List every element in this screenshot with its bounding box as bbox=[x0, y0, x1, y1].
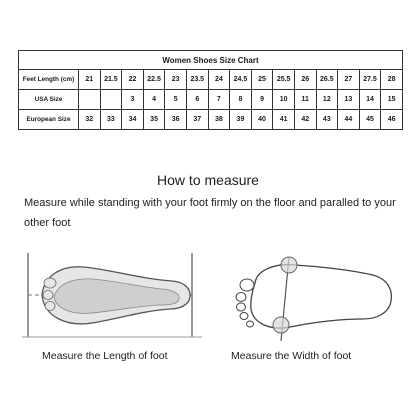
table-cell: 46 bbox=[381, 110, 403, 130]
table-cell: 5 bbox=[165, 90, 187, 110]
table-cell: 27.5 bbox=[359, 70, 381, 90]
table-cell: 35 bbox=[143, 110, 165, 130]
table-cell: 34 bbox=[122, 110, 144, 130]
foot-length-illustration bbox=[22, 245, 212, 345]
table-title-row bbox=[19, 51, 403, 70]
table-cell: 13 bbox=[338, 90, 360, 110]
table-row bbox=[19, 110, 403, 130]
how-to-measure-heading: How to measure bbox=[157, 172, 259, 188]
table-cell: 15 bbox=[381, 90, 403, 110]
table-cell: 41 bbox=[273, 110, 295, 130]
table-cell: 7 bbox=[208, 90, 230, 110]
table-cell: 24.5 bbox=[230, 70, 252, 90]
size-chart bbox=[18, 50, 402, 130]
table-cell: 33 bbox=[100, 110, 122, 130]
table-cell: 32 bbox=[79, 110, 101, 130]
table-row bbox=[19, 90, 403, 110]
table-cell: 23.5 bbox=[186, 70, 208, 90]
foot-width-illustration bbox=[225, 245, 397, 345]
table-cell: 14 bbox=[359, 90, 381, 110]
table-cell: 36 bbox=[165, 110, 187, 130]
row-header: Feet Length (cm) bbox=[19, 70, 79, 90]
table-cell: 6 bbox=[186, 90, 208, 110]
table-cell: 25 bbox=[251, 70, 273, 90]
table-cell: 38 bbox=[208, 110, 230, 130]
table-cell: 10 bbox=[273, 90, 295, 110]
table-cell: 22.5 bbox=[143, 70, 165, 90]
table-cell: 27 bbox=[338, 70, 360, 90]
table-cell: 42 bbox=[294, 110, 316, 130]
row-header: European Size bbox=[19, 110, 79, 130]
table-row bbox=[19, 70, 403, 90]
table-cell: 25.5 bbox=[273, 70, 295, 90]
table-cell: 24 bbox=[208, 70, 230, 90]
foot-side-icon bbox=[22, 245, 212, 345]
table-cell: 12 bbox=[316, 90, 338, 110]
measure-instruction: Measure while standing with your foot firmly on the floor and paralled to your other foot bbox=[24, 197, 396, 229]
row-header: USA Size bbox=[19, 90, 79, 110]
table-cell: 4 bbox=[143, 90, 165, 110]
table-cell: 26.5 bbox=[316, 70, 338, 90]
table-cell: 22 bbox=[122, 70, 144, 90]
table-cell: 43 bbox=[316, 110, 338, 130]
table-cell: 44 bbox=[338, 110, 360, 130]
size-chart-table bbox=[18, 50, 403, 130]
caption-length: Measure the Length of foot bbox=[42, 350, 168, 362]
table-cell: 26 bbox=[294, 70, 316, 90]
table-cell: 45 bbox=[359, 110, 381, 130]
table-cell: 28 bbox=[381, 70, 403, 90]
table-cell: 8 bbox=[230, 90, 252, 110]
table-cell: 11 bbox=[294, 90, 316, 110]
table-cell: 9 bbox=[251, 90, 273, 110]
foot-top-icon bbox=[225, 245, 397, 345]
caption-width: Measure the Width of foot bbox=[231, 350, 352, 362]
table-cell: 37 bbox=[186, 110, 208, 130]
table-title: Women Shoes Size Chart bbox=[19, 51, 403, 70]
table-cell: 21 bbox=[79, 70, 101, 90]
table-cell bbox=[100, 90, 122, 110]
table-cell bbox=[79, 90, 101, 110]
table-cell: 23 bbox=[165, 70, 187, 90]
table-cell: 3 bbox=[122, 90, 144, 110]
table-cell: 21.5 bbox=[100, 70, 122, 90]
table-cell: 40 bbox=[251, 110, 273, 130]
table-cell: 39 bbox=[230, 110, 252, 130]
